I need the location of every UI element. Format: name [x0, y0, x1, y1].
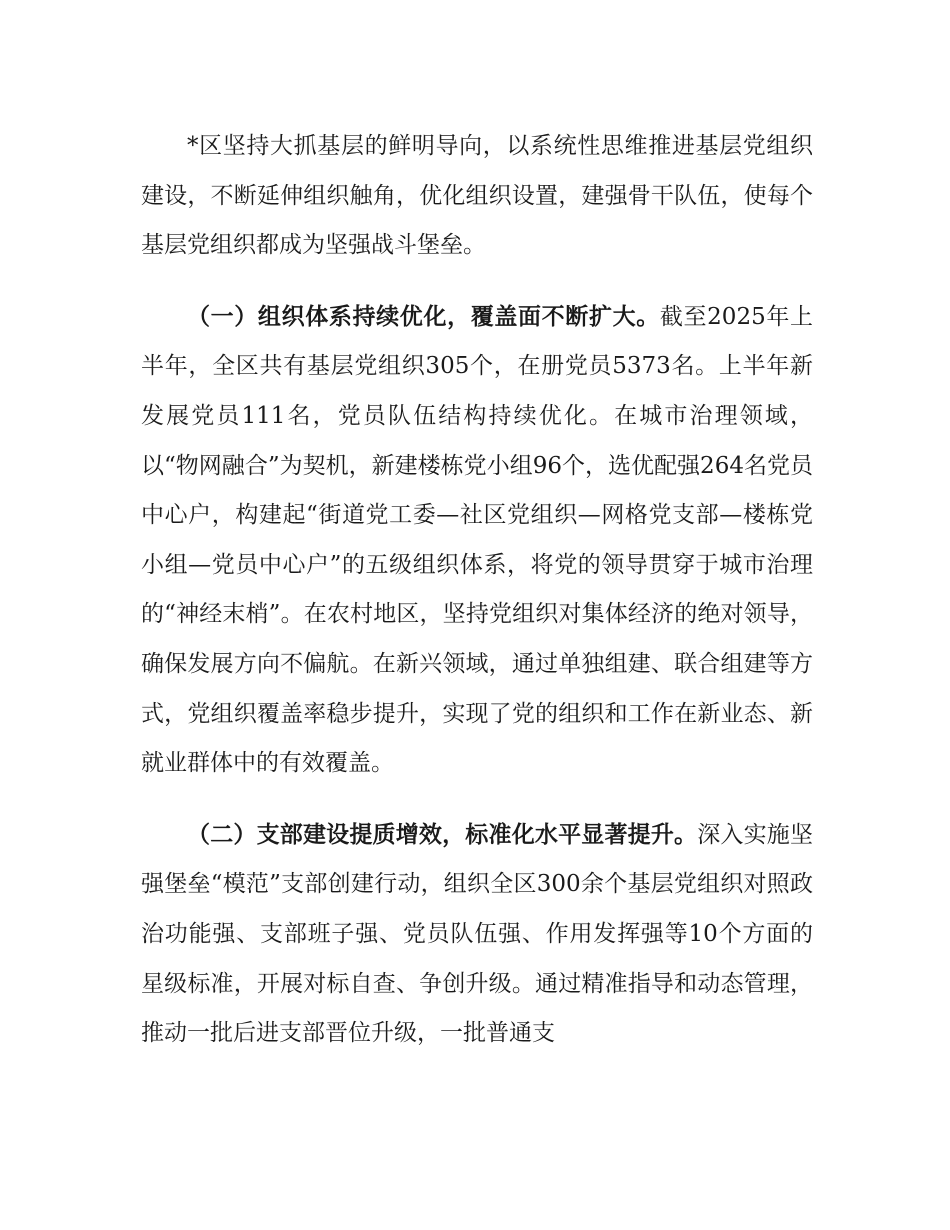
section-2-body: 深入实施坚强堡垒“模范”支部创建行动，组织全区300余个基层党组织对照政治功能强、支部班子强、党员队伍强、作用发挥强等10个方面的星级标准，开展对标自查、争创升级。通过精准指导和动态管理，推动一批后进支部晋位升级，一批普通支 — [141, 821, 814, 1047]
section-1-body: 截至2025年上半年，全区共有基层党组织305个，在册党员5373名。上半年新发展党员111名，党员队伍结构持续优化。在城市治理领域，以“物网融合”为契机，新建楼栋党小组96个，选优配强264名党员中心户，构建起“街道党工委—社区党组织—网格党支部—楼栋党小组—党员中心户”的五级组织体系，将党的领导贯穿于城市治理的“神经末梢”。在农村地区，坚持党组织对集体经济的绝对领导，确保发展方向不偏航。在新兴领域，通过单独组建、联合组建等方式，党组织覆盖率稳步提升，实现了党的组织和工作在新业态、新就业群体中的有效覆盖。 — [141, 303, 813, 777]
section-2-paragraph — [141, 811, 813, 1059]
section-2-heading: （二）支部建设提质增效，标准化水平显著提升。 — [187, 821, 698, 848]
intro-paragraph — [141, 122, 813, 271]
document-body — [141, 122, 813, 1059]
section-1-paragraph — [141, 293, 813, 789]
section-1-heading: （一）组织体系持续优化，覆盖面不断扩大。 — [187, 303, 660, 330]
intro-text: *区坚持大抓基层的鲜明导向，以系统性思维推进基层党组织建设，不断延伸组织触角，优化组织设置，建强骨干队伍，使每个基层党组织都成为坚强战斗堡垒。 — [141, 133, 813, 259]
